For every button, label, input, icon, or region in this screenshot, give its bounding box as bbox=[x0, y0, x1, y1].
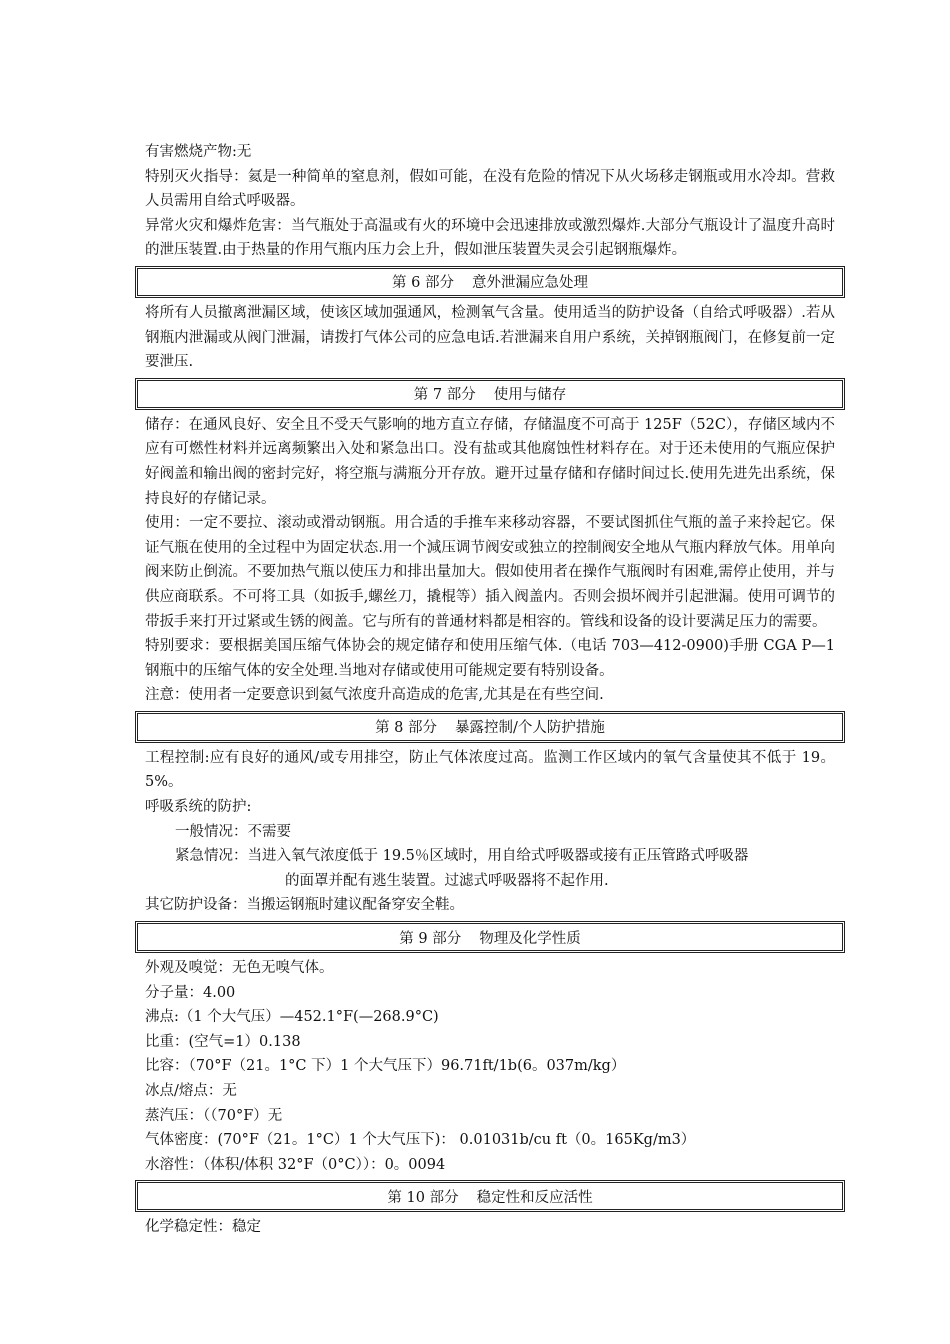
section-6-header bbox=[135, 266, 845, 298]
document-content bbox=[145, 140, 835, 1240]
section-10-number: 第 10 部分 bbox=[387, 1189, 459, 1206]
section-7-header bbox=[135, 378, 845, 410]
chemical-stability-text: 化学稳定性：稳定 bbox=[145, 1219, 261, 1236]
property-item: 比重：(空气=1）0.138 bbox=[145, 1033, 301, 1050]
section-7-number: 第 7 部分 bbox=[413, 387, 476, 404]
emergency-case-text: 紧急情况：当进入氧气浓度低于 19.5％区域时，用自给式呼吸器或接有正压管路式呼吸器 bbox=[175, 848, 749, 865]
property-item: 蒸汽压：（（70°F）无 bbox=[145, 1107, 283, 1124]
section-6-title: 意外泄漏应急处理 bbox=[471, 275, 588, 292]
section-10-header bbox=[135, 1180, 845, 1212]
engineering-control-text: 工程控制:应有良好的通风/或专用排空，防止气体浓度过高。监测工作区域内的氧气含量使其不低于 19。5%。 bbox=[145, 749, 835, 791]
property-item: 比容：（70°F（21。1°C 下）1 个大气压下）96.71ft/1b(6。037m/kg） bbox=[145, 1058, 626, 1075]
property-item: 分子量：4.00 bbox=[145, 984, 236, 1001]
special-requirement-text: 特别要求：要根据美国压缩气体协会的规定储存和使用压缩气体.（电话 703—412-0900)手册 CGA P—1 钢瓶中的压缩气体的安全处理.当地对存储或使用可能规定要有特别设备。 bbox=[145, 638, 835, 679]
hazard-products-text: 有害燃烧产物:无 bbox=[145, 144, 252, 160]
property-item: 冰点/熔点：无 bbox=[145, 1083, 237, 1099]
general-case-text: 一般情况：不需要 bbox=[175, 823, 291, 840]
section-10-title: 稳定性和反应活性 bbox=[476, 1189, 593, 1206]
special-fire-text: 特别灭火指导：氦是一种简单的窒息剂，假如可能，在没有危险的情况下从火场移走钢瓶或用水冷却。营救人员需用自给式呼吸器。 bbox=[145, 168, 835, 210]
property-item: 水溶性：（体积/体积 32°F（0°C））：0。0094 bbox=[145, 1156, 446, 1173]
respiratory-protection-label: 呼吸系统的防护: bbox=[145, 799, 252, 816]
property-item: 沸点:（1 个大气压）—452.1°F(—268.9°C) bbox=[145, 1009, 439, 1026]
property-item: 气体密度：(70°F（21。1°C）1 个大气压下)： 0.01031b/cu ft（0。165Kg/m3） bbox=[145, 1132, 696, 1149]
section-8-header bbox=[135, 711, 845, 743]
abnormal-fire-text: 异常火灾和爆炸危害：当气瓶处于高温或有火的环境中会迅速排放或激烈爆炸.大部分气瓶设计了温度升高时的泄压装置.由于热量的作用气瓶内压力会上升，假如泄压装置失灵会引起钢瓶爆炸。 bbox=[145, 217, 835, 259]
section-8-number: 第 8 部分 bbox=[375, 720, 438, 737]
usage-text: 使用：一定不要拉、滚动或滑动钢瓶。用合适的手推车来移动容器，不要试图抓住气瓶的盖子来拎起它。保证气瓶在使用的全过程中为固定状态.用一个減压调节阀安或独立的控制阀安全地从气瓶内释放气体。用单向阀来防止倒流。不要加热气瓶以使压力和排出量加大。假如使用者在操作气瓶阀时有困难,需停止使用，并与供应商联系。不可将工具（如扳手,螺丝刀，撬棍等）插入阀盖内。否则会损坏阀并引起泄漏。使用可调节的带扳手来打开过紧或生锈的阀盖。它与所有的普通材料都是相容的。管线和设备的设计要满足压力的需要。 bbox=[145, 515, 835, 630]
notice-text: 注意：使用者一定要意识到氦气浓度升高造成的危害,尤其是在有些空间. bbox=[145, 687, 604, 704]
section-9-title: 物理及化学性质 bbox=[479, 930, 581, 947]
section-8-title: 暴露控制/个人防护措施 bbox=[455, 720, 605, 737]
other-protection-text: 其它防护设备：当搬运钢瓶时建议配备穿安全鞋。 bbox=[145, 897, 464, 914]
section-9-header bbox=[135, 921, 845, 953]
storage-text: 储存：在通风良好、安全且不受天气影响的地方直立存储，存储温度不可高于 125F（52C），存储区域内不应有可燃性材料并远离频繁出入处和紧急出口。没有盐或其他腐蚀性材料存在。对于还未使用的气瓶应保护好阀盖和输出阀的密封完好，将空瓶与满瓶分开存放。避开过量存储和存储时间过长.使用先进先出系统，保持良好的存储记录。 bbox=[145, 416, 835, 507]
emergency-case-continued: 的面罩并配有逃生装置。过滤式呼吸器将不起作用. bbox=[285, 872, 609, 889]
section-6-number: 第 6 部分 bbox=[392, 275, 454, 292]
property-item: 外观及嗅觉：无色无嗅气体。 bbox=[145, 960, 334, 977]
section-9-number: 第 9 部分 bbox=[399, 930, 462, 947]
section-7-title: 使用与储存 bbox=[493, 387, 567, 404]
section-6-body: 将所有人员撤离泄漏区域，使该区域加强通风，检测氧气含量。使用适当的防护设备（自给式呼吸器）.若从钢瓶内泄漏或从阀门泄漏，请拨打气体公司的应急电话.若泄漏来自用户系统，关掉钢瓶阀门，在修复前一定要泄压. bbox=[145, 304, 835, 371]
